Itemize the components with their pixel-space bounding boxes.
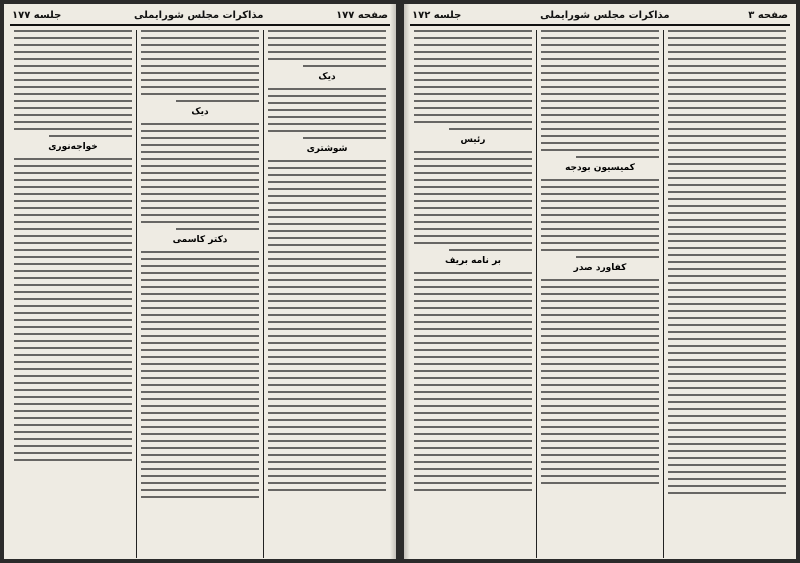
left-heading-3: دیک (191, 107, 209, 117)
right-heading-3: رئیس (460, 135, 486, 145)
right-page-title: مذاکرات مجلس شورایملی (540, 9, 670, 21)
right-col-2 (537, 30, 664, 558)
left-heading-2: شوشتری (306, 144, 348, 154)
left-page-columns (10, 30, 390, 558)
left-heading-4: دکتر کاسمی (172, 235, 228, 245)
right-heading-2: کفاورد صدر (573, 263, 627, 273)
left-page-number: صفحه ۱۷۷ (336, 9, 388, 21)
left-page-date: جلسه ۱۷۷ (12, 9, 62, 21)
left-page (4, 4, 396, 559)
left-page-header (10, 8, 390, 26)
left-col-1 (264, 30, 390, 558)
right-page-number: صفحه ۳ (748, 9, 788, 21)
left-col-3 (10, 30, 137, 558)
right-page-date: جلسه ۱۷۲ (412, 9, 462, 21)
right-page (404, 4, 796, 559)
left-col-2 (137, 30, 264, 558)
left-heading-1: دیک (318, 72, 336, 82)
left-heading-5: خواجه‌نوری (48, 142, 98, 152)
right-page-columns (410, 30, 790, 558)
right-page-header (410, 8, 790, 26)
right-heading-4: بر نامه بریف (444, 256, 502, 266)
left-page-title: مذاکرات مجلس شورایملی (133, 9, 264, 21)
right-col-1 (664, 30, 790, 558)
right-heading-1: کمیسیون بودجه (565, 163, 635, 173)
right-col-3 (410, 30, 537, 558)
scanned-spread (4, 4, 796, 559)
